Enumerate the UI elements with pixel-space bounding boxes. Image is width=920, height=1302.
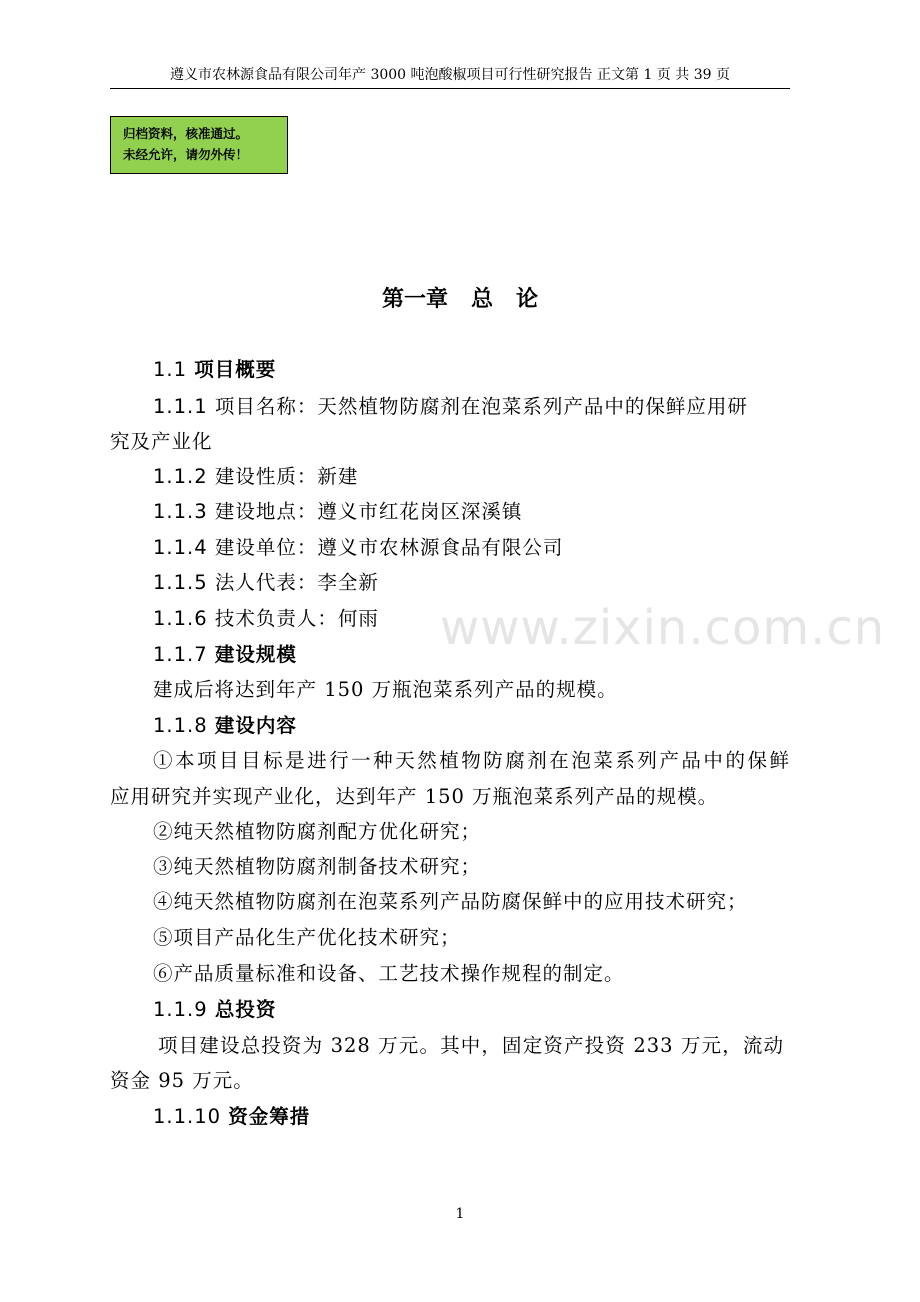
section-title: 资金筹措: [228, 1105, 311, 1128]
chapter-title: 第一章 总 论: [382, 287, 538, 312]
section-title: 建设内容: [214, 714, 297, 737]
content-item-2: ②纯天然植物防腐剂配方优化研究；: [153, 820, 482, 843]
item-value: 遵义市红花岗区深溪镇: [317, 500, 523, 523]
section-heading-1-1-7: [153, 640, 297, 670]
section-heading-1-1-9: [153, 995, 276, 1025]
item-number: 1.1.2: [153, 465, 208, 488]
section-number: 1.1: [153, 358, 188, 381]
item-label: 建设地点：: [214, 500, 318, 523]
item-number: 1.1.5: [153, 571, 208, 594]
content-item-1: ①本项目目标是进行一种天然植物防腐剂在泡菜系列产品中的保鲜: [153, 749, 790, 772]
item-number: 1.1.3: [153, 500, 208, 523]
section-number: 1.1.10: [153, 1105, 222, 1128]
item-legal-representative: [153, 568, 379, 598]
item-number: 1.1.6: [153, 607, 208, 630]
item-value: 何雨: [337, 607, 379, 630]
paragraph-construction-scale: 建成后将达到年产 150 万瓶泡菜系列产品的规模。: [153, 678, 618, 701]
content-item-3: ③纯天然植物防腐剂制备技术研究；: [153, 855, 482, 878]
page-header: 遵义市农林源食品有限公司年产 3000 吨泡酸椒项目可行性研究报告 正文第 1 页 共 39 页: [110, 64, 790, 89]
item-label: 建设性质：: [214, 465, 318, 488]
stamp-line-2: 未经允许，请勿外传！: [123, 147, 249, 162]
item-value: 遵义市农林源食品有限公司: [317, 536, 564, 559]
item-construction-unit: [153, 533, 563, 563]
item-label: 法人代表：: [214, 571, 318, 594]
section-title: 建设规模: [214, 643, 297, 666]
section-title: 项目概要: [194, 358, 277, 381]
page-number: 1: [455, 1206, 465, 1222]
paragraph-total-investment: 项目建设总投资为 328 万元。其中，固定资产投资 233 万元，流动: [158, 1034, 784, 1057]
item-project-name: [153, 392, 748, 422]
stamp-line-1: 归档资料，核准通过。: [123, 126, 249, 141]
section-title: 总投资: [214, 998, 277, 1021]
item-value: 新建: [317, 465, 359, 488]
item-construction-site: [153, 497, 522, 527]
content-item-1-continued: 应用研究并实现产业化，达到年产 150 万瓶泡菜系列产品的规模。: [110, 785, 719, 808]
watermark: www.zixin.com.cn: [440, 600, 886, 656]
item-value-continued: 究及产业化: [110, 430, 213, 453]
item-technical-lead: [153, 604, 379, 634]
section-heading-1-1-8: [153, 711, 297, 741]
section-number: 1.1.8: [153, 714, 208, 737]
section-number: 1.1.7: [153, 643, 208, 666]
item-label: 项目名称：: [214, 395, 318, 418]
item-label: 技术负责人：: [214, 607, 338, 630]
section-number: 1.1.9: [153, 998, 208, 1021]
item-number: 1.1.1: [153, 395, 208, 418]
section-heading-1-1-10: [153, 1102, 310, 1132]
item-value: 李全新: [317, 571, 379, 594]
item-label: 建设单位：: [214, 536, 318, 559]
archive-stamp: [110, 116, 288, 174]
content-item-4: ④纯天然植物防腐剂在泡菜系列产品防腐保鲜中的应用技术研究；: [153, 890, 748, 913]
item-value: 天然植物防腐剂在泡菜系列产品中的保鲜应用研: [317, 395, 748, 418]
content-item-5: ⑤项目产品化生产优化技术研究；: [153, 926, 461, 949]
content-item-6: ⑥产品质量标准和设备、工艺技术操作规程的制定。: [153, 962, 625, 985]
item-construction-nature: [153, 462, 358, 492]
section-heading-1-1: [153, 355, 276, 385]
paragraph-total-investment-continued: 资金 95 万元。: [110, 1069, 254, 1092]
item-number: 1.1.4: [153, 536, 208, 559]
